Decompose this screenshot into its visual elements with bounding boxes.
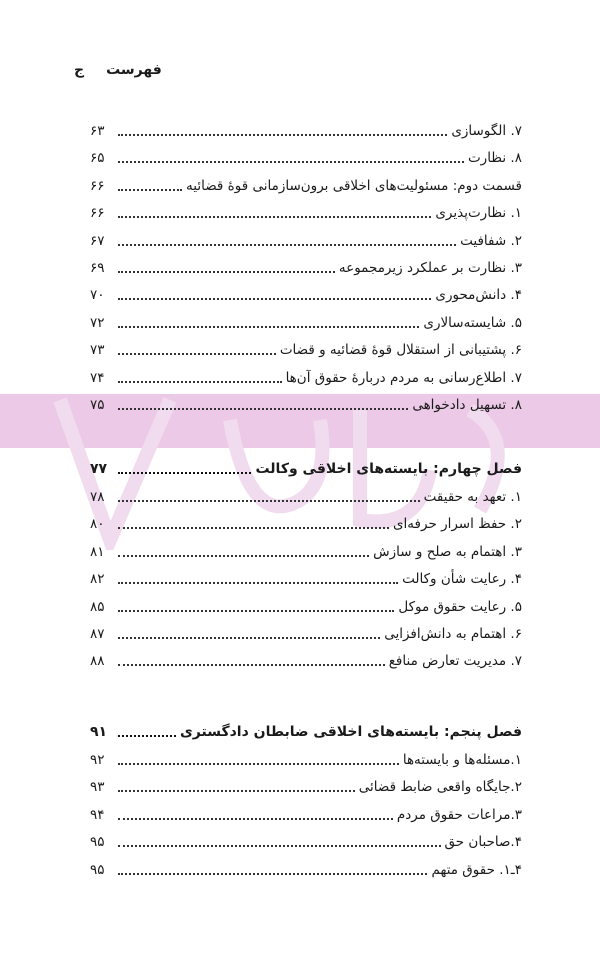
dot-leader: [118, 189, 182, 191]
dot-leader: [118, 216, 431, 218]
toc-entry-label: ۷. الگوسازی: [451, 123, 522, 139]
toc-entry[interactable]: [90, 650, 522, 672]
toc-entry-label: ۴. رعایت شأن وکالت: [402, 571, 522, 588]
dot-leader: [118, 134, 447, 136]
toc-page-number: ۷۸: [90, 489, 105, 505]
toc-entry-label: ۵. رعایت حقوق موکل: [398, 598, 522, 615]
toc-entry[interactable]: [90, 859, 522, 881]
dot-leader: [118, 353, 276, 355]
toc-entry-label: ۶. اهتمام به دانش‌افزایی: [384, 626, 522, 642]
toc-entry[interactable]: [90, 175, 522, 197]
toc-entry[interactable]: [90, 339, 522, 361]
toc-entry[interactable]: [90, 230, 522, 252]
dot-leader: [118, 271, 335, 273]
dot-leader: [118, 763, 399, 765]
toc-page-number: ۸۲: [90, 571, 105, 588]
toc-page-number: ۹۵: [90, 834, 105, 851]
toc-entry-label: ۳. اهتمام به صلح و سازش: [373, 543, 522, 560]
dot-leader: [118, 610, 394, 612]
dot-leader: [118, 818, 393, 820]
toc-page-number: ۸۱: [90, 543, 105, 560]
toc-page-number: ۷۵: [90, 397, 105, 413]
toc-page-number: ۷۴: [90, 369, 105, 386]
toc-page-number: ۶۳: [90, 123, 105, 139]
toc-page-number: ۶۵: [90, 150, 105, 167]
toc-entry[interactable]: [90, 394, 522, 416]
toc-entry-label: ۲. حفظ اسرار حرفه‌ای: [392, 516, 522, 533]
toc-entry[interactable]: [90, 147, 522, 169]
toc-entry-label: ۶. پشتیبانی از استقلال قوهٔ قضائیه و قضات: [279, 342, 522, 359]
dot-leader: [118, 472, 251, 474]
toc-page-number: ۶۶: [90, 177, 105, 194]
dot-leader: [118, 161, 464, 163]
toc-entry-label: ۱. تعهد به حقیقت: [423, 489, 522, 505]
dot-leader: [118, 582, 398, 584]
toc-entry-label: ۱.مسئله‌ها و بایسته‌ها: [402, 752, 522, 768]
toc-entry-label: ۸. نظارت: [467, 150, 522, 167]
toc-entry[interactable]: [90, 513, 522, 535]
dot-leader: [118, 244, 456, 246]
toc-chapter-heading[interactable]: [90, 458, 522, 480]
toc-page-number: ۷۲: [90, 314, 105, 331]
toc-entry[interactable]: [90, 367, 522, 389]
toc-page-number: ۶۷: [90, 232, 105, 249]
dot-leader: [118, 555, 369, 557]
toc-entry[interactable]: [90, 120, 522, 142]
toc-page-number: ۸۰: [90, 516, 105, 533]
dot-leader: [118, 298, 431, 300]
toc-entry-label: ۲. شفافیت: [460, 232, 522, 249]
toc-page-number: ۹۲: [90, 752, 105, 768]
toc-entry[interactable]: [90, 804, 522, 826]
toc-entry[interactable]: [90, 202, 522, 224]
toc-entry-label: ۱. نظارت‌پذیری: [435, 205, 522, 222]
toc-page-number: ۹۳: [90, 779, 105, 796]
toc-entry-label: فصل چهارم: بایسته‌های اخلاقی وکالت: [255, 461, 522, 477]
toc-chapter-heading[interactable]: [90, 721, 522, 743]
toc-entry-label: قسمت دوم: مسئولیت‌های اخلاقی برون‌سازمانی قوهٔ قضائیه: [186, 177, 522, 194]
toc-entry-label: ۳. نظارت بر عملکرد زیرمجموعه: [338, 260, 522, 276]
toc-entry-label: ۳.مراعات حقوق مردم: [396, 806, 522, 823]
toc-entry[interactable]: [90, 776, 522, 798]
dot-leader: [118, 845, 441, 847]
toc-page-number: ۹۵: [90, 861, 105, 878]
dot-leader: [118, 381, 282, 383]
dot-leader: [118, 790, 355, 792]
toc-page-number: ۷۳: [90, 342, 105, 359]
toc-page-number: ۷۷: [90, 461, 108, 477]
dot-leader: [118, 326, 419, 328]
dot-leader: [118, 500, 420, 502]
toc-entry[interactable]: [90, 749, 522, 771]
toc-entry-label: ۵. شایسته‌سالاری: [423, 314, 522, 331]
toc-entry-label: ۷. اطلاع‌رسانی به مردم دربارهٔ حقوق آن‌ها: [285, 369, 522, 386]
dot-leader: [118, 408, 408, 410]
toc-entry[interactable]: [90, 257, 522, 279]
toc-entry[interactable]: [90, 284, 522, 306]
dot-leader: [118, 873, 427, 875]
toc-entry-label: ۴ـ۱. حقوق متهم: [431, 861, 522, 878]
toc-entry-label: ۸. تسهیل دادخواهی: [412, 397, 522, 413]
toc-page-number: ۶۹: [90, 260, 105, 276]
toc-page-number: ۸۵: [90, 598, 105, 615]
dot-leader: [118, 637, 380, 639]
toc-entry[interactable]: [90, 568, 522, 590]
toc-entry-label: ۷. مدیریت تعارض منافع: [388, 653, 522, 670]
toc-entry-label: ۴.صاحبان حق: [444, 834, 522, 851]
page-header: [74, 62, 162, 78]
toc-entry[interactable]: [90, 623, 522, 645]
toc-entry[interactable]: [90, 596, 522, 618]
toc-page-number: ۹۴: [90, 806, 105, 823]
dot-leader: [118, 735, 176, 737]
page-letter: ج: [74, 62, 85, 78]
header-title: فهرست: [106, 62, 162, 78]
toc-entry[interactable]: [90, 541, 522, 563]
toc-page-number: ۹۱: [90, 724, 108, 740]
toc-page-number: ۷۰: [90, 287, 105, 304]
toc-page-number: ۸۷: [90, 626, 105, 642]
toc-entry-label: فصل پنجم: بایسته‌های اخلاقی ضابطان دادگستری: [179, 724, 522, 740]
toc-page-number: ۸۸: [90, 653, 105, 670]
toc-entry[interactable]: [90, 831, 522, 853]
toc-page-number: ۶۶: [90, 205, 105, 222]
dot-leader: [118, 664, 385, 666]
toc-entry[interactable]: [90, 312, 522, 334]
toc-entry[interactable]: [90, 486, 522, 508]
toc-entry-label: ۴. دانش‌محوری: [435, 287, 522, 304]
toc-entry-label: ۲.جایگاه واقعی ضابط قضائی: [358, 779, 522, 796]
dot-leader: [118, 527, 389, 529]
